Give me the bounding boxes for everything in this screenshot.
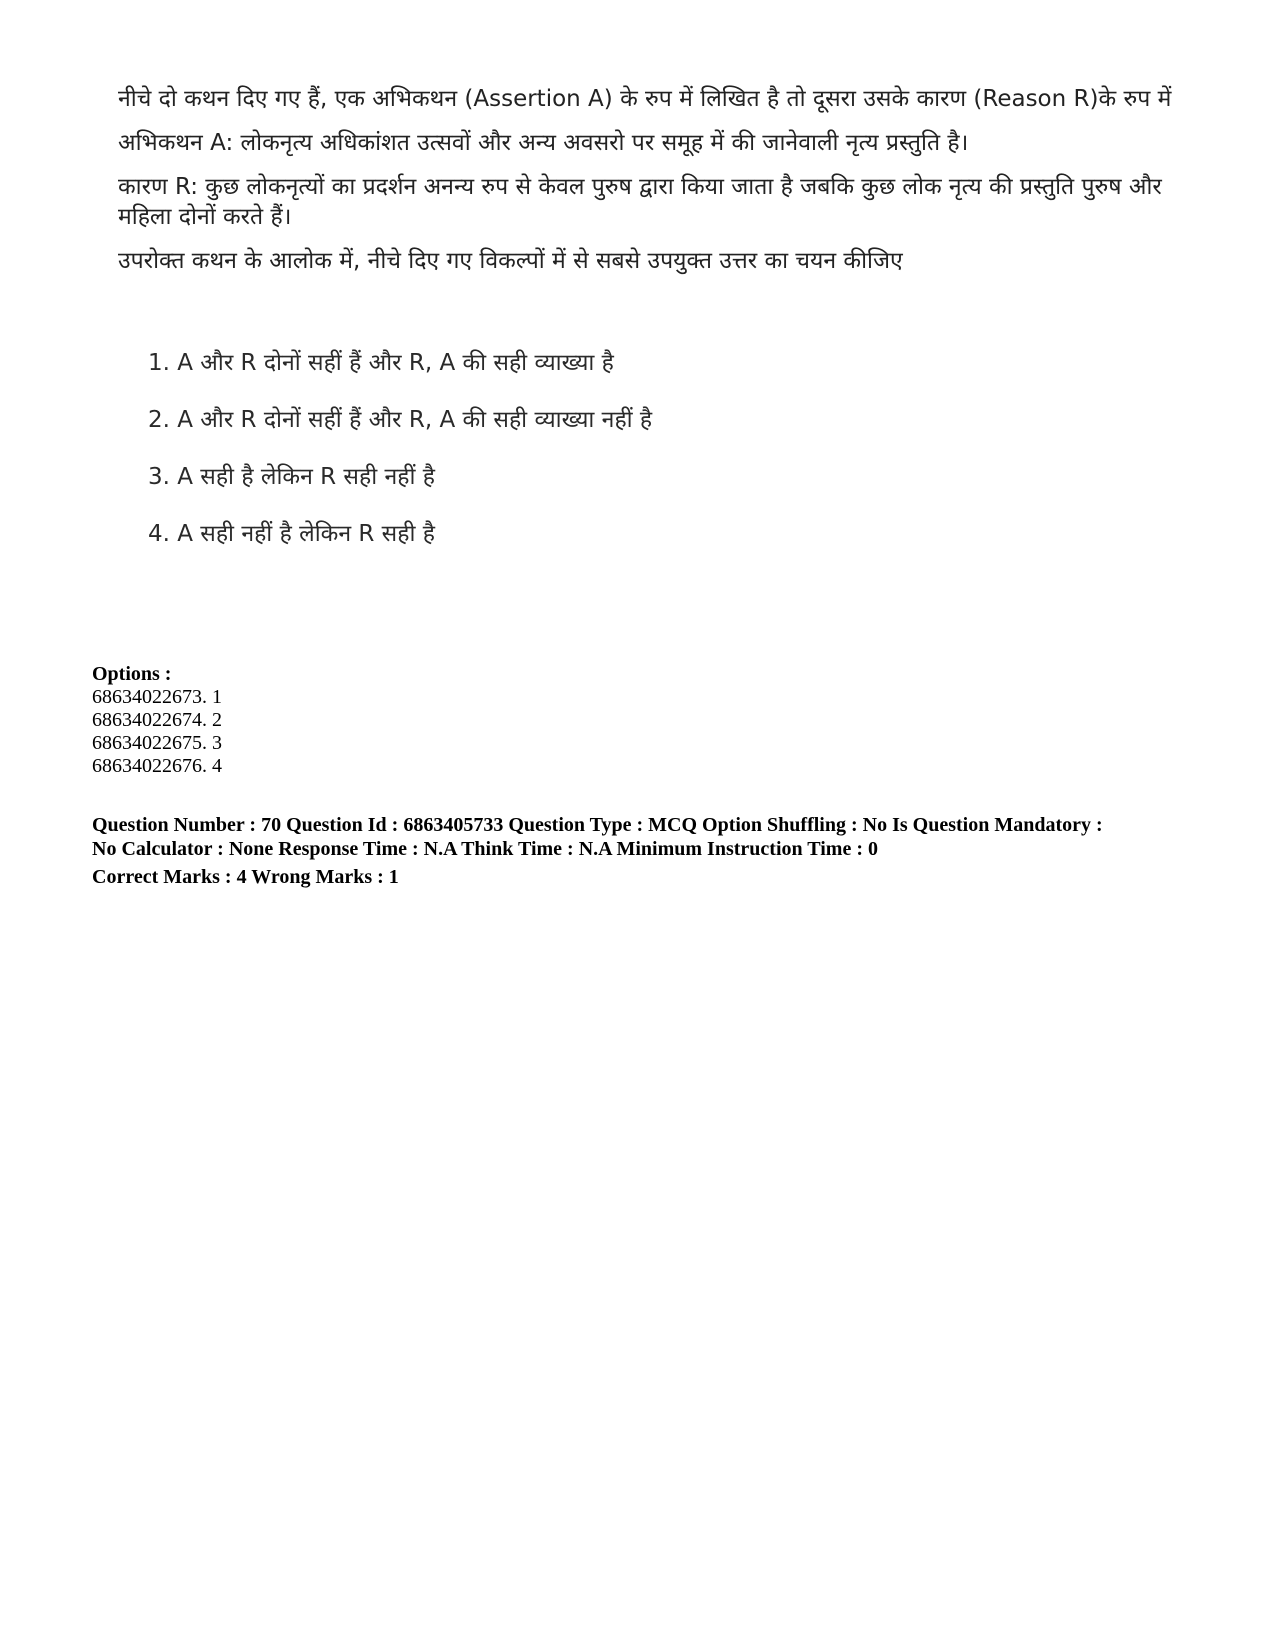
option-item: 68634022673. 1 — [92, 686, 222, 708]
choice-item: 3. A सही है लेकिन R सही नहीं है — [148, 464, 435, 490]
question-intro: नीचे दो कथन दिए गए हैं, एक अभिकथन (Assertion A) के रुप में लिखित है तो दूसरा उसके कारण (Reason R)के रुप में — [118, 86, 1172, 112]
reason-text: कारण R: कुछ लोकनृत्यों का प्रदर्शन अनन्य रुप से केवल पुरुष द्वारा किया जाता है जबकि कुछ लोक नृत्य की प्रस्तुति पुरुष और महिला दोनों करते हैं। — [118, 174, 1162, 230]
question-meta-line: No Calculator : None Response Time : N.A Think Time : N.A Minimum Instruction Time : 0 — [92, 838, 878, 860]
option-item: 68634022675. 3 — [92, 732, 222, 754]
choice-item: 4. A सही नहीं है लेकिन R सही है — [148, 521, 435, 547]
spacer — [118, 290, 1178, 348]
question-image — [118, 84, 1178, 576]
question-details — [92, 663, 1192, 889]
marks-line: Correct Marks : 4 Wrong Marks : 1 — [92, 866, 399, 888]
choice-item: 2. A और R दोनों सहीं हैं और R, A की सही व्याख्या नहीं है — [148, 407, 653, 433]
options-heading: Options : — [92, 663, 172, 685]
choice-list — [148, 348, 1178, 549]
option-item: 68634022676. 4 — [92, 755, 222, 777]
question-meta-block — [92, 813, 1192, 861]
assertion-text: अभिकथन A: लोकनृत्य अधिकांशत उत्सवों और अन्य अवसरो पर समूह में की जानेवाली नृत्य प्रस्तुति है। — [118, 130, 969, 156]
option-item: 68634022674. 2 — [92, 709, 222, 731]
question-meta-line: Question Number : 70 Question Id : 6863405733 Question Type : MCQ Option Shuffling : No Is Question Mandatory : — [92, 814, 1103, 836]
choice-item: 1. A और R दोनों सहीं हैं और R, A की सही व्याख्या है — [148, 350, 614, 376]
question-instruction: उपरोक्त कथन के आलोक में, नीचे दिए गए विकल्पों में से सबसे उपयुक्त उत्तर का चयन कीजिए — [118, 248, 903, 274]
